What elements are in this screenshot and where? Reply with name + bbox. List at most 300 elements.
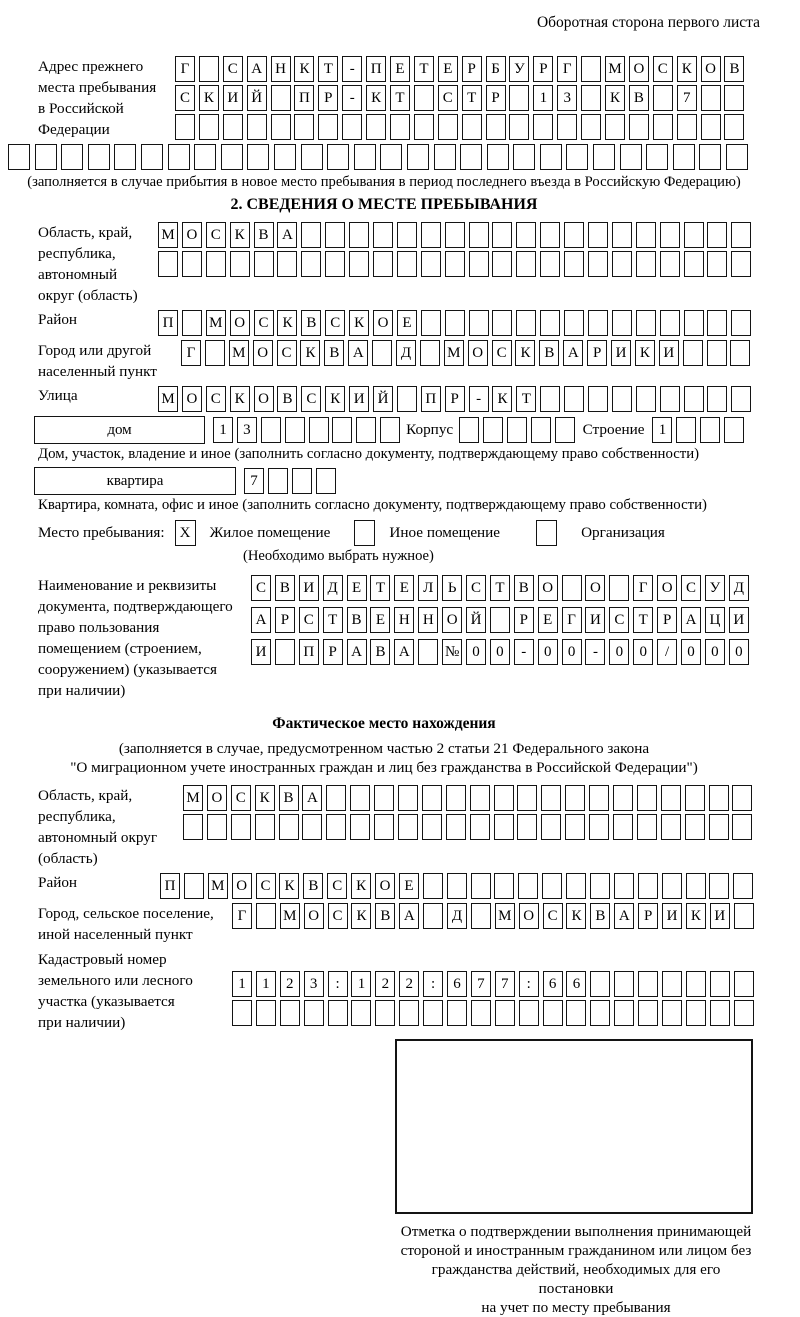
char-cell: В — [724, 56, 744, 82]
house-note: Дом, участок, владение и иное (заполнить согласно документу, подтверждающему право собственности) — [38, 446, 700, 462]
char-cell — [731, 310, 751, 336]
char-cell — [483, 417, 503, 443]
char-cell — [700, 417, 720, 443]
char-cell: Д — [396, 340, 416, 366]
char-cell — [661, 785, 681, 811]
char-cell — [734, 1000, 754, 1026]
label-line: Федерации — [38, 121, 110, 138]
char-cell — [731, 251, 751, 277]
actual-city-label — [8, 903, 232, 945]
char-cell: П — [366, 56, 386, 82]
district-row — [158, 310, 755, 336]
char-cell — [304, 1000, 324, 1026]
char-cell — [699, 144, 721, 170]
char-cell — [516, 310, 536, 336]
city-field — [8, 340, 760, 382]
char-cell: М — [158, 222, 178, 248]
char-cell: Т — [390, 85, 410, 111]
char-cell — [684, 310, 704, 336]
char-cell — [581, 56, 601, 82]
label-line: право пользования — [38, 619, 160, 636]
char-cell — [614, 873, 634, 899]
stroenie-cells — [652, 417, 748, 443]
char-cell — [612, 222, 632, 248]
char-cell: С — [254, 310, 274, 336]
label-line: Кадастровый номер — [38, 951, 167, 968]
char-cell — [199, 114, 219, 140]
char-cell — [460, 144, 482, 170]
char-cell: 0 — [729, 639, 749, 665]
char-cell — [613, 785, 633, 811]
char-cell — [168, 144, 190, 170]
label-line: Адрес прежнего — [38, 58, 144, 75]
char-cell: К — [349, 310, 369, 336]
actual-location-note — [8, 739, 760, 777]
char-cell — [564, 251, 584, 277]
char-cell — [517, 785, 537, 811]
char-cell: Д — [729, 575, 749, 601]
city-label — [8, 340, 181, 382]
char-cell — [88, 144, 110, 170]
char-cell: В — [370, 639, 390, 665]
label-line: Город, сельское поселение, — [38, 905, 214, 922]
stay-type-label: Место пребывания: — [38, 524, 165, 541]
char-cell: Т — [323, 607, 343, 633]
char-cell — [566, 144, 588, 170]
korpus-cells — [459, 417, 578, 443]
stroenie-label: Строение — [582, 421, 645, 438]
house-box-label: дом — [34, 416, 205, 444]
char-cell — [8, 144, 30, 170]
cadastral-field — [8, 949, 760, 1033]
label-line: Область, край, — [38, 787, 133, 804]
char-cell: С — [231, 785, 251, 811]
char-cell — [605, 114, 625, 140]
char-cell — [673, 144, 695, 170]
char-cell — [114, 144, 136, 170]
char-cell — [469, 222, 489, 248]
label-line: при наличии) — [38, 1014, 126, 1031]
char-cell: К — [677, 56, 697, 82]
checkbox-inoe-pomeshchenie — [354, 520, 375, 546]
char-cell: Й — [247, 85, 267, 111]
char-cell: А — [347, 639, 367, 665]
char-cell — [326, 814, 346, 840]
region-label — [8, 222, 158, 306]
label-line: Область, край, — [38, 224, 133, 241]
char-cell: Р — [638, 903, 658, 929]
actual-district-field — [8, 873, 760, 899]
char-cell — [373, 222, 393, 248]
char-cell: О — [442, 607, 462, 633]
char-cell — [398, 785, 418, 811]
char-cell — [301, 144, 323, 170]
char-cell — [351, 1000, 371, 1026]
char-cell: 6 — [543, 971, 563, 997]
char-cell — [422, 814, 442, 840]
char-cell — [513, 144, 535, 170]
char-cell — [380, 417, 400, 443]
char-cell: И — [729, 607, 749, 633]
char-cell: Е — [394, 575, 414, 601]
char-cell: 0 — [681, 639, 701, 665]
char-cell: 1 — [351, 971, 371, 997]
char-cell: П — [294, 85, 314, 111]
char-cell: 3 — [304, 971, 324, 997]
char-cell: В — [277, 386, 297, 412]
cadastral-row-2 — [232, 1000, 758, 1026]
char-cell — [490, 607, 510, 633]
char-cell: О — [230, 310, 250, 336]
char-cell: К — [351, 873, 371, 899]
char-cell: В — [347, 607, 367, 633]
char-cell — [646, 144, 668, 170]
char-cell: М — [229, 340, 249, 366]
char-cell: С — [681, 575, 701, 601]
char-cell — [414, 85, 434, 111]
prev-address-row-1 — [175, 56, 748, 82]
char-cell — [494, 814, 514, 840]
char-cell — [35, 144, 57, 170]
char-cell: С — [223, 56, 243, 82]
actual-region-field — [8, 785, 760, 869]
char-cell — [447, 873, 467, 899]
char-cell: А — [614, 903, 634, 929]
char-cell — [660, 251, 680, 277]
document-row-3 — [251, 639, 753, 665]
char-cell — [61, 144, 83, 170]
actual-district-row — [160, 873, 757, 899]
char-cell: Р — [514, 607, 534, 633]
korpus-label: Корпус — [406, 421, 454, 438]
char-cell: М — [444, 340, 464, 366]
document-row-1 — [251, 575, 753, 601]
char-cell — [434, 144, 456, 170]
char-cell: 7 — [471, 971, 491, 997]
char-cell — [709, 814, 729, 840]
char-cell — [397, 222, 417, 248]
char-cell: Т — [516, 386, 536, 412]
char-cell — [447, 1000, 467, 1026]
char-cell: В — [539, 340, 559, 366]
char-cell: Е — [538, 607, 558, 633]
char-cell — [653, 114, 673, 140]
char-cell: И — [662, 903, 682, 929]
char-cell — [279, 814, 299, 840]
char-cell — [184, 873, 204, 899]
char-cell — [327, 144, 349, 170]
char-cell: К — [277, 310, 297, 336]
char-cell: О — [657, 575, 677, 601]
char-cell — [638, 971, 658, 997]
char-cell — [637, 785, 657, 811]
char-cell — [494, 873, 514, 899]
actual-location-title: Фактическое место нахождения — [272, 715, 496, 732]
char-cell: 3 — [237, 417, 257, 443]
char-cell: О — [207, 785, 227, 811]
stamp-box — [395, 1039, 753, 1214]
char-cell: Т — [318, 56, 338, 82]
district-field — [8, 310, 760, 336]
char-cell — [588, 222, 608, 248]
char-cell — [421, 251, 441, 277]
street-row — [158, 386, 755, 412]
char-cell — [701, 114, 721, 140]
char-cell: О — [232, 873, 252, 899]
stay-type-field — [38, 520, 760, 546]
char-cell — [588, 386, 608, 412]
char-cell: А — [247, 56, 267, 82]
char-cell — [509, 114, 529, 140]
char-cell — [445, 251, 465, 277]
char-cell: М — [605, 56, 625, 82]
char-cell — [350, 785, 370, 811]
char-cell: 3 — [557, 85, 577, 111]
char-cell: О — [253, 340, 273, 366]
char-cell: М — [158, 386, 178, 412]
char-cell: Р — [533, 56, 553, 82]
char-cell: А — [394, 639, 414, 665]
char-cell — [726, 144, 748, 170]
char-cell: Ь — [442, 575, 462, 601]
char-cell — [707, 251, 727, 277]
char-cell — [519, 1000, 539, 1026]
char-cell — [684, 386, 704, 412]
region-rows — [158, 222, 755, 277]
char-cell — [662, 873, 682, 899]
char-cell: - — [514, 639, 534, 665]
char-cell — [292, 468, 312, 494]
char-cell — [543, 1000, 563, 1026]
char-cell: С — [328, 903, 348, 929]
char-cell — [397, 386, 417, 412]
char-cell: В — [254, 222, 274, 248]
char-cell: В — [324, 340, 344, 366]
char-cell — [565, 814, 585, 840]
char-cell: Н — [418, 607, 438, 633]
region-row-1 — [158, 222, 755, 248]
char-cell: 6 — [566, 971, 586, 997]
char-cell — [342, 114, 362, 140]
char-cell — [707, 222, 727, 248]
char-cell — [354, 144, 376, 170]
option-label-organizatsiya: Организация — [581, 524, 665, 541]
char-cell: И — [585, 607, 605, 633]
char-cell — [421, 222, 441, 248]
char-cell — [540, 386, 560, 412]
char-cell — [332, 417, 352, 443]
char-cell — [277, 251, 297, 277]
prev-address-row-2 — [175, 85, 748, 111]
char-cell — [328, 1000, 348, 1026]
char-cell — [438, 114, 458, 140]
char-cell — [445, 310, 465, 336]
char-cell: В — [375, 903, 395, 929]
document-rows — [251, 575, 753, 665]
char-cell — [614, 971, 634, 997]
char-cell: О — [701, 56, 721, 82]
prev-address-field — [8, 56, 760, 140]
char-cell — [509, 85, 529, 111]
char-cell — [375, 1000, 395, 1026]
char-cell — [707, 310, 727, 336]
char-cell — [562, 575, 582, 601]
char-cell — [730, 340, 750, 366]
char-cell: 2 — [399, 971, 419, 997]
char-cell: С — [609, 607, 629, 633]
char-cell — [422, 785, 442, 811]
char-cell: Н — [394, 607, 414, 633]
char-cell — [255, 814, 275, 840]
char-cell — [274, 144, 296, 170]
char-cell: Е — [438, 56, 458, 82]
char-cell — [206, 251, 226, 277]
char-cell: О — [182, 222, 202, 248]
street-field — [8, 386, 760, 412]
option-label-zhiloe: Жилое помещение — [209, 524, 331, 541]
char-cell — [446, 785, 466, 811]
page-title: Оборотная сторона первого листа — [536, 14, 760, 31]
char-cell — [397, 251, 417, 277]
char-cell — [685, 785, 705, 811]
label-line: при наличии) — [38, 682, 126, 699]
char-cell — [636, 222, 656, 248]
char-cell: М — [495, 903, 515, 929]
char-cell — [158, 251, 178, 277]
char-cell — [256, 903, 276, 929]
prev-address-rows — [175, 56, 748, 140]
char-cell — [686, 971, 706, 997]
char-cell: С — [325, 310, 345, 336]
char-cell — [581, 114, 601, 140]
char-cell — [507, 417, 527, 443]
char-cell — [445, 222, 465, 248]
char-cell: В — [279, 785, 299, 811]
label-line: земельного или лесного — [38, 972, 193, 989]
char-cell: И — [299, 575, 319, 601]
char-cell: Е — [390, 56, 410, 82]
char-cell — [724, 417, 744, 443]
char-cell: К — [351, 903, 371, 929]
char-cell: - — [585, 639, 605, 665]
char-cell — [588, 251, 608, 277]
char-cell: 0 — [705, 639, 725, 665]
char-cell: Р — [657, 607, 677, 633]
char-cell — [612, 310, 632, 336]
char-cell — [183, 814, 203, 840]
char-cell — [710, 971, 730, 997]
char-cell — [271, 114, 291, 140]
char-cell — [590, 873, 610, 899]
char-cell — [471, 873, 491, 899]
char-cell — [421, 310, 441, 336]
char-cell — [495, 1000, 515, 1026]
char-cell: П — [160, 873, 180, 899]
char-cell: П — [158, 310, 178, 336]
char-cell: Е — [347, 575, 367, 601]
char-cell — [653, 85, 673, 111]
char-cell — [732, 785, 752, 811]
char-cell — [683, 340, 703, 366]
apartment-box-label: квартира — [34, 467, 236, 495]
char-cell — [350, 814, 370, 840]
char-cell: С — [466, 575, 486, 601]
char-cell — [677, 114, 697, 140]
char-cell — [541, 814, 561, 840]
document-label — [8, 575, 251, 701]
char-cell — [636, 386, 656, 412]
char-cell: 1 — [232, 971, 252, 997]
char-cell — [462, 114, 482, 140]
char-cell: С — [653, 56, 673, 82]
char-cell: К — [492, 386, 512, 412]
label-line: округ (область) — [38, 287, 138, 304]
char-cell — [470, 814, 490, 840]
char-cell — [141, 144, 163, 170]
region-row-2 — [158, 251, 755, 277]
label-line: автономный округ — [38, 829, 158, 846]
char-cell: П — [299, 639, 319, 665]
char-cell — [709, 785, 729, 811]
char-cell — [676, 417, 696, 443]
char-cell: 1 — [256, 971, 276, 997]
char-cell — [684, 251, 704, 277]
char-cell: : — [519, 971, 539, 997]
char-cell: Е — [370, 607, 390, 633]
char-cell: П — [421, 386, 441, 412]
char-cell — [614, 1000, 634, 1026]
char-cell: 0 — [633, 639, 653, 665]
char-cell: 2 — [375, 971, 395, 997]
char-cell: - — [469, 386, 489, 412]
char-cell: 0 — [490, 639, 510, 665]
actual-city-row — [232, 903, 758, 929]
char-cell — [590, 1000, 610, 1026]
char-cell — [325, 222, 345, 248]
prev-address-row-4 — [8, 144, 760, 170]
char-cell: Г — [181, 340, 201, 366]
char-cell: С — [327, 873, 347, 899]
char-cell: 7 — [495, 971, 515, 997]
char-cell: С — [206, 222, 226, 248]
char-cell: Г — [562, 607, 582, 633]
char-cell — [588, 310, 608, 336]
char-cell: 1 — [213, 417, 233, 443]
char-cell — [581, 85, 601, 111]
label-line: помещением (строением, — [38, 640, 202, 657]
char-cell — [542, 873, 562, 899]
char-cell — [256, 1000, 276, 1026]
char-cell: И — [223, 85, 243, 111]
char-cell: О — [375, 873, 395, 899]
label-line: "О миграционном учете иностранных граждан и лиц без гражданства в Российской Федерации") — [70, 759, 698, 776]
char-cell — [230, 251, 250, 277]
char-cell — [731, 222, 751, 248]
char-cell: № — [442, 639, 462, 665]
char-cell — [492, 310, 512, 336]
char-cell — [349, 222, 369, 248]
char-cell — [407, 144, 429, 170]
char-cell — [686, 873, 706, 899]
char-cell — [366, 114, 386, 140]
label-line: (заполняется в случае, предусмотренном частью 2 статьи 21 Федерального закона — [118, 740, 650, 757]
char-cell — [302, 814, 322, 840]
char-cell: В — [301, 310, 321, 336]
char-cell — [194, 144, 216, 170]
char-cell: А — [348, 340, 368, 366]
char-cell: Г — [232, 903, 252, 929]
char-cell — [423, 873, 443, 899]
